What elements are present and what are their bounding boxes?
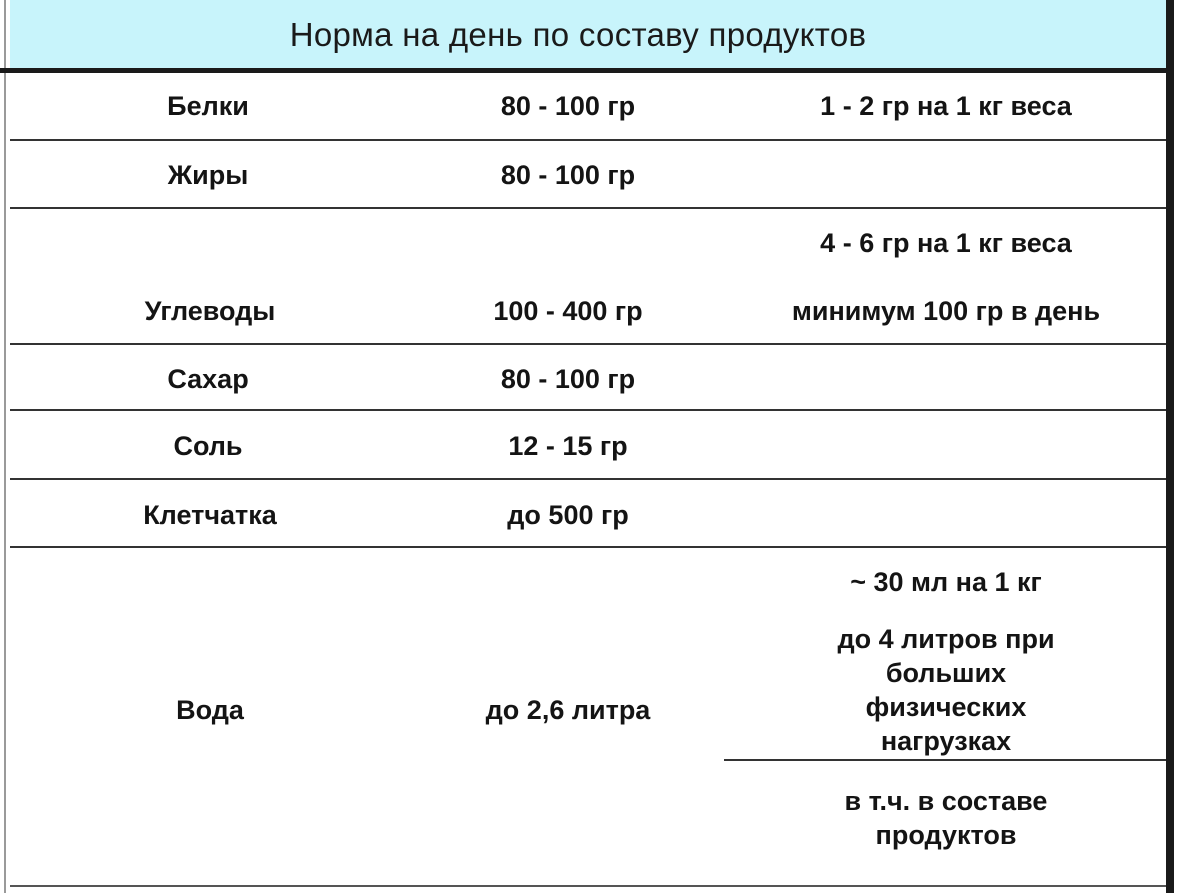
row-note: ~ 30 мл на 1 кг [850, 567, 1042, 597]
header-divider [0, 68, 1170, 73]
table-title-bar [10, 0, 1166, 70]
row-note: 4 - 6 гр на 1 кг веса [820, 228, 1072, 258]
row-name: Соль [173, 431, 243, 461]
row-amount: до 500 гр [507, 500, 629, 530]
row-name: Вода [176, 695, 244, 725]
note-divider [724, 759, 1166, 761]
row-note: минимум 100 гр в день [791, 296, 1101, 326]
row-name: Клетчатка [143, 500, 277, 530]
row-divider [10, 343, 1166, 345]
row-divider [10, 478, 1166, 480]
row-name: Сахар [167, 364, 249, 394]
left-border [4, 0, 6, 893]
row-note: в т.ч. в составе продуктов [844, 786, 1048, 850]
row-name: Углеводы [144, 296, 276, 326]
row-amount: 80 - 100 гр [500, 364, 636, 394]
right-border [1166, 0, 1174, 893]
row-name: Жиры [167, 160, 249, 190]
row-divider [10, 409, 1166, 411]
row-amount: 12 - 15 гр [508, 431, 628, 461]
row-note: до 4 литров при больших физических нагрузках [837, 624, 1055, 756]
bottom-border [10, 885, 1166, 887]
row-amount: 80 - 100 гр [500, 91, 636, 121]
row-divider [10, 139, 1166, 141]
row-note: 1 - 2 гр на 1 кг веса [820, 91, 1072, 121]
row-amount: 100 - 400 гр [493, 296, 643, 326]
row-amount: 80 - 100 гр [500, 160, 636, 190]
row-divider [10, 207, 1166, 209]
row-name: Белки [167, 91, 249, 121]
row-amount: до 2,6 литра [485, 695, 651, 725]
row-divider [10, 546, 1166, 548]
table-title: Норма на день по составу продуктов [289, 16, 867, 53]
